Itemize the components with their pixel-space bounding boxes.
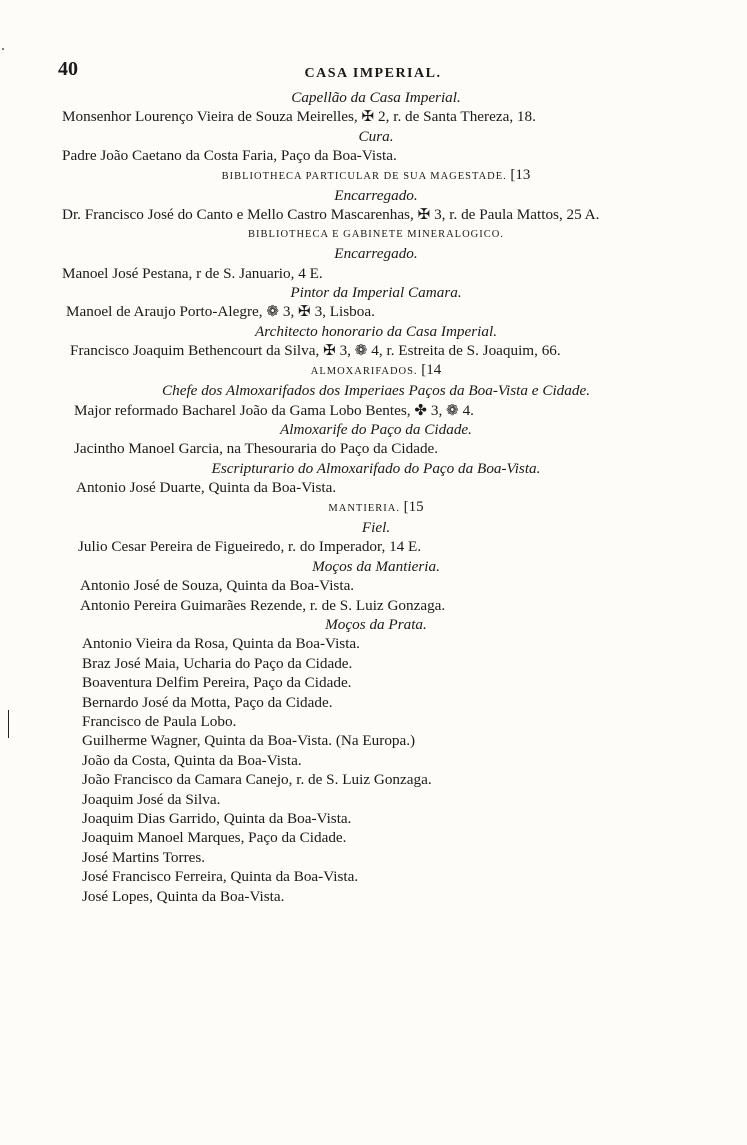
directory-entry: Jacintho Manoel Garcia, na Thesouraria do Paço da Cidade. (74, 440, 439, 458)
section-heading (62, 225, 690, 244)
section-caption: Fiel. (361, 518, 391, 536)
section-caption: Cura. (358, 127, 394, 145)
section-caption: Almoxarife do Paço da Cidade. (280, 420, 472, 438)
directory-entry: José Lopes, Quinta da Boa-Vista. (82, 887, 285, 905)
directory-entry: Joaquim Manoel Marques, Paço da Cidade. (82, 829, 347, 847)
section-caption: Moços da Mantieria. (312, 557, 440, 575)
section-caption: Pintor da Imperial Camara. (290, 284, 462, 302)
section-heading (62, 166, 690, 186)
directory-entry: Guilherme Wagner, Quinta da Boa-Vista. (Na Europa.) (82, 732, 416, 750)
directory-entry: José Francisco Ferreira, Quinta da Boa-Vista. (82, 868, 359, 886)
directory-entry: Major reformado Bacharel João da Gama Lobo Bentes, ✤ 3, ❁ 4. (74, 401, 474, 419)
directory-entry: Antonio Pereira Guimarães Rezende, r. de S. Luiz Gonzaga. (80, 596, 446, 614)
directory-entry: Braz José Maia, Ucharia do Paço da Cidade. (82, 654, 353, 672)
directory-entry: Joaquim José da Silva. (82, 790, 221, 808)
directory-entry: Padre João Caetano da Costa Faria, Paço da Boa-Vista. (62, 147, 397, 165)
page-number: 40 (58, 58, 78, 80)
directory-entry: Manoel de Araujo Porto-Alegre, ❁ 3, ✠ 3, Lisboa. (66, 303, 375, 321)
speck (2, 48, 4, 50)
directory-entry: Joaquim Dias Garrido, Quinta da Boa-Vista. (82, 810, 352, 828)
margin-mark (8, 710, 9, 738)
section-heading (62, 498, 690, 518)
directory-entry: Boaventura Delfim Pereira, Paço da Cidade. (82, 674, 352, 692)
directory-entry: João Francisco da Camara Canejo, r. de S. Luiz Gonzaga. (82, 771, 432, 789)
directory-entry: Bernardo José da Motta, Paço da Cidade. (82, 693, 333, 711)
directory-entry: Antonio José Duarte, Quinta da Boa-Vista. (76, 479, 337, 497)
directory-entry: Julio Cesar Pereira de Figueiredo, r. do Imperador, 14 E. (78, 538, 422, 556)
section-ref: [15 (403, 498, 424, 515)
directory-entry: João da Costa, Quinta da Boa-Vista. (82, 751, 302, 769)
section-caption: Encarregado. (334, 187, 418, 205)
section-caption: Escripturario do Almoxarifado do Paço da Boa-Vista. (211, 459, 541, 477)
section-ref: [14 (421, 361, 442, 378)
running-title: CASA IMPERIAL. (304, 66, 442, 81)
directory-entry: Monsenhor Lourenço Vieira de Souza Meirelles, ✠ 2, r. de Santa Thereza, 18. (62, 108, 536, 126)
section-heading-text: BIBLIOTHECA E GABINETE MINERALOGICO. (248, 228, 504, 240)
directory-entry: Francisco de Paula Lobo. (82, 713, 237, 730)
directory-entry: Antonio José de Souza, Quinta da Boa-Vista. (80, 577, 355, 595)
page-header (58, 60, 688, 86)
section-caption: Chefe dos Almoxarifados dos Imperiaes Paços da Boa-Vista e Cidade. (161, 382, 590, 400)
section-caption: Moços da Prata. (325, 615, 427, 633)
directory-entry: Manoel José Pestana, r de S. Januario, 4 E. (62, 264, 323, 282)
section-ref: [13 (510, 166, 531, 183)
section-heading-text: ALMOXARIFADOS. (310, 365, 418, 377)
section-heading-text: MANTIERIA. (328, 502, 400, 514)
directory-entry: José Martins Torres. (82, 848, 206, 866)
directory-entry: Francisco Joaquim Bethencourt da Silva, ✠ 3, ❁ 4, r. Estreita de S. Joaquim, 66. (70, 342, 561, 360)
section-heading-text: BIBLIOTHECA PARTICULAR DE SUA MAGESTADE. (221, 170, 507, 182)
directory-entry: Antonio Vieira da Rosa, Quinta da Boa-Vista. (82, 635, 360, 653)
section-caption: Capellão da Casa Imperial. (291, 89, 461, 106)
section-caption: Encarregado. (334, 245, 418, 263)
directory-entry: Dr. Francisco José do Canto e Mello Castro Mascarenhas, ✠ 3, r. de Paula Mattos, 25 A. (62, 206, 600, 224)
section-caption: Architecto honorario da Casa Imperial. (255, 322, 497, 340)
section-heading (62, 361, 690, 381)
page-body (62, 88, 690, 906)
